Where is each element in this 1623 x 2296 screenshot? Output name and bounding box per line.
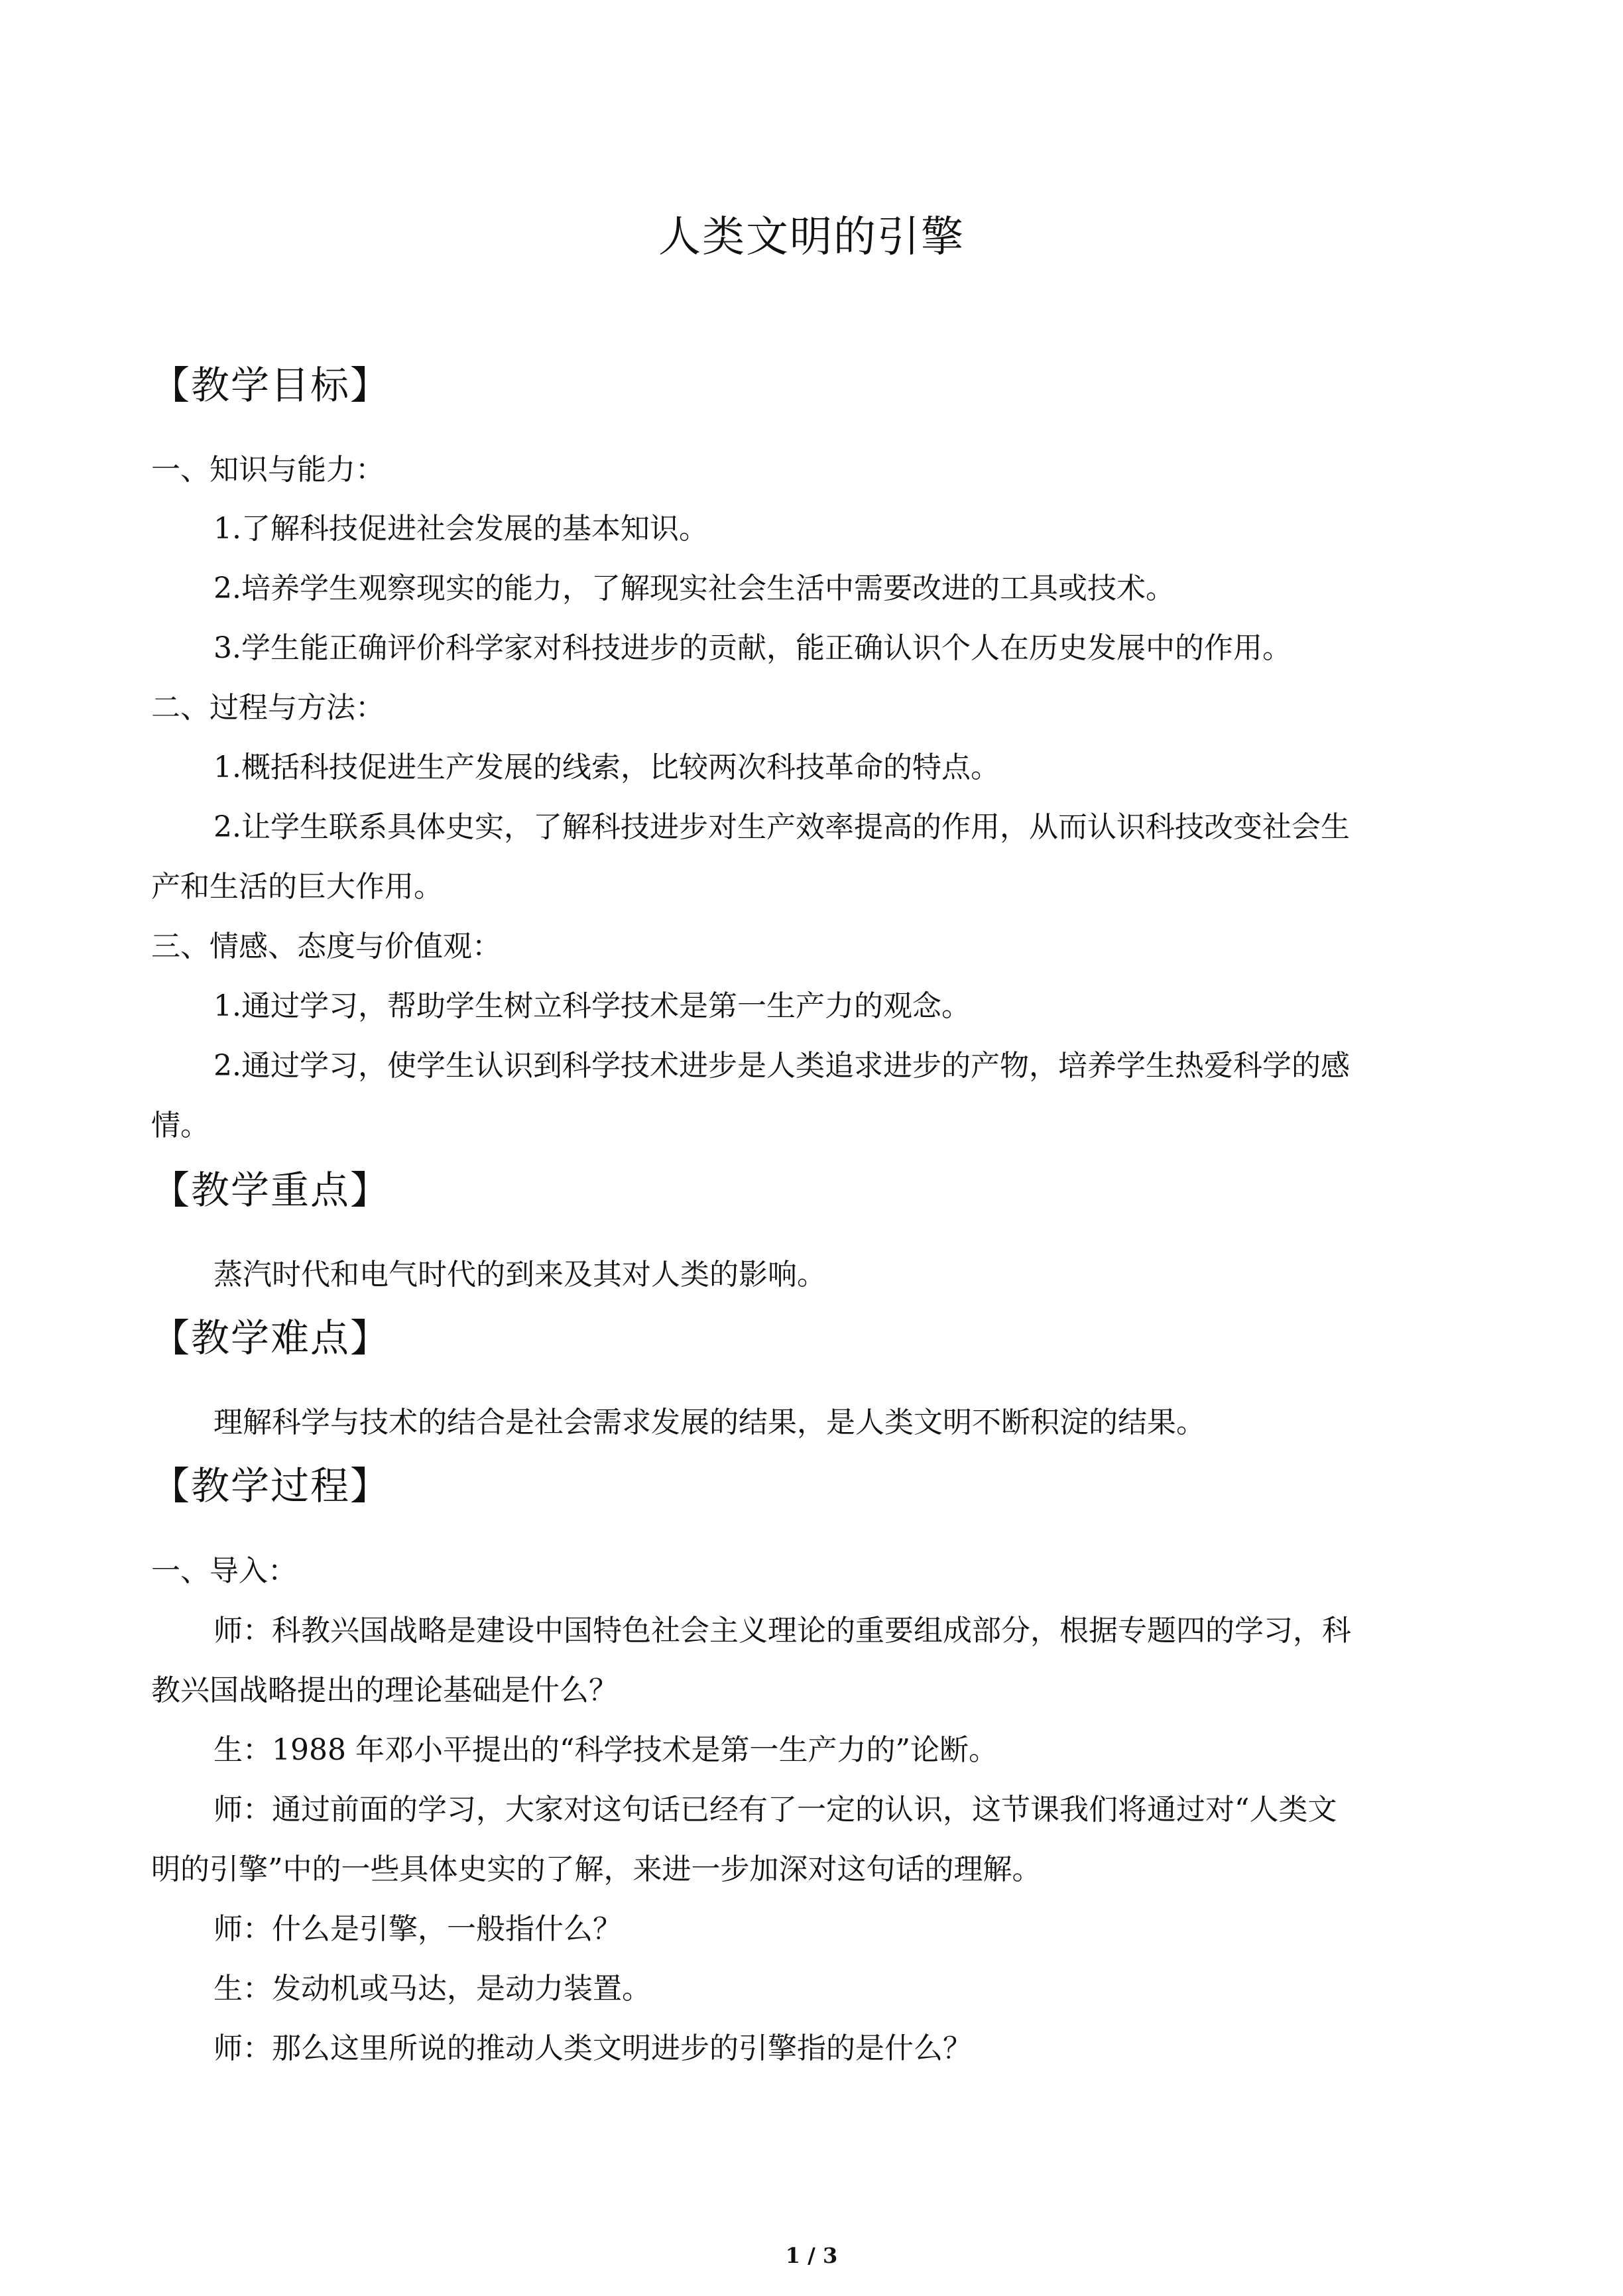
subheading-intro: 一、导入： bbox=[151, 1554, 297, 1588]
dialogue-line: 生：发动机或马达，是动力装置。 bbox=[213, 1972, 651, 2006]
list-item: 3.学生能正确评价科学家对科技进步的贡献，能正确认识个人在历史发展中的作用。 bbox=[213, 631, 1292, 665]
section-heading-difficulties: 【教学难点】 bbox=[151, 1315, 391, 1360]
list-item: 2.培养学生观察现实的能力，了解现实社会生活中需要改进的工具或技术。 bbox=[213, 572, 1175, 605]
dialogue-line-continuation: 教兴国战略提出的理论基础是什么？ bbox=[151, 1673, 618, 1707]
list-item: 2.通过学习，使学生认识到科学技术进步是人类追求进步的产物，培养学生热爱科学的感 bbox=[213, 1049, 1350, 1083]
dialogue-line: 师：那么这里所说的推动人类文明进步的引擎指的是什么？ bbox=[213, 2031, 972, 2065]
subheading-process-method: 二、过程与方法： bbox=[151, 691, 385, 725]
page-title: 人类文明的引擎 bbox=[658, 213, 965, 262]
dialogue-line-continuation: 明的引擎”中的一些具体史实的了解，来进一步加深对这句话的理解。 bbox=[151, 1852, 1042, 1886]
section-heading-key-points: 【教学重点】 bbox=[151, 1168, 391, 1213]
list-item: 1.通过学习，帮助学生树立科学技术是第一生产力的观念。 bbox=[213, 989, 971, 1023]
dialogue-line: 师：科教兴国战略是建设中国特色社会主义理论的重要组成部分，根据专题四的学习，科 bbox=[213, 1614, 1351, 1648]
dialogue-line: 师：通过前面的学习，大家对这句话已经有了一定的认识，这节课我们将通过对“人类文 bbox=[213, 1793, 1337, 1827]
list-item: 1.了解科技促进社会发展的基本知识。 bbox=[213, 512, 708, 546]
list-item-continuation: 情。 bbox=[151, 1109, 210, 1142]
list-item-continuation: 产和生活的巨大作用。 bbox=[151, 870, 443, 904]
dialogue-line: 师：什么是引擎，一般指什么？ bbox=[213, 1912, 622, 1946]
key-points-text: 蒸汽时代和电气时代的到来及其对人类的影响。 bbox=[213, 1258, 826, 1292]
section-heading-goals: 【教学目标】 bbox=[151, 363, 391, 408]
page-number: 1 / 3 bbox=[785, 2243, 838, 2268]
section-heading-process: 【教学过程】 bbox=[151, 1463, 391, 1508]
subheading-knowledge: 一、知识与能力： bbox=[151, 453, 385, 487]
difficulties-text: 理解科学与技术的结合是社会需求发展的结果，是人类文明不断积淀的结果。 bbox=[213, 1406, 1205, 1439]
list-item: 1.概括科技促进生产发展的线索，比较两次科技革命的特点。 bbox=[213, 751, 1000, 784]
subheading-values: 三、情感、态度与价值观： bbox=[151, 930, 501, 963]
dialogue-line: 生：1988 年邓小平提出的“科学技术是第一生产力的”论断。 bbox=[213, 1733, 998, 1767]
list-item: 2.让学生联系具体史实，了解科技进步对生产效率提高的作用，从而认识科技改变社会生 bbox=[213, 810, 1350, 844]
